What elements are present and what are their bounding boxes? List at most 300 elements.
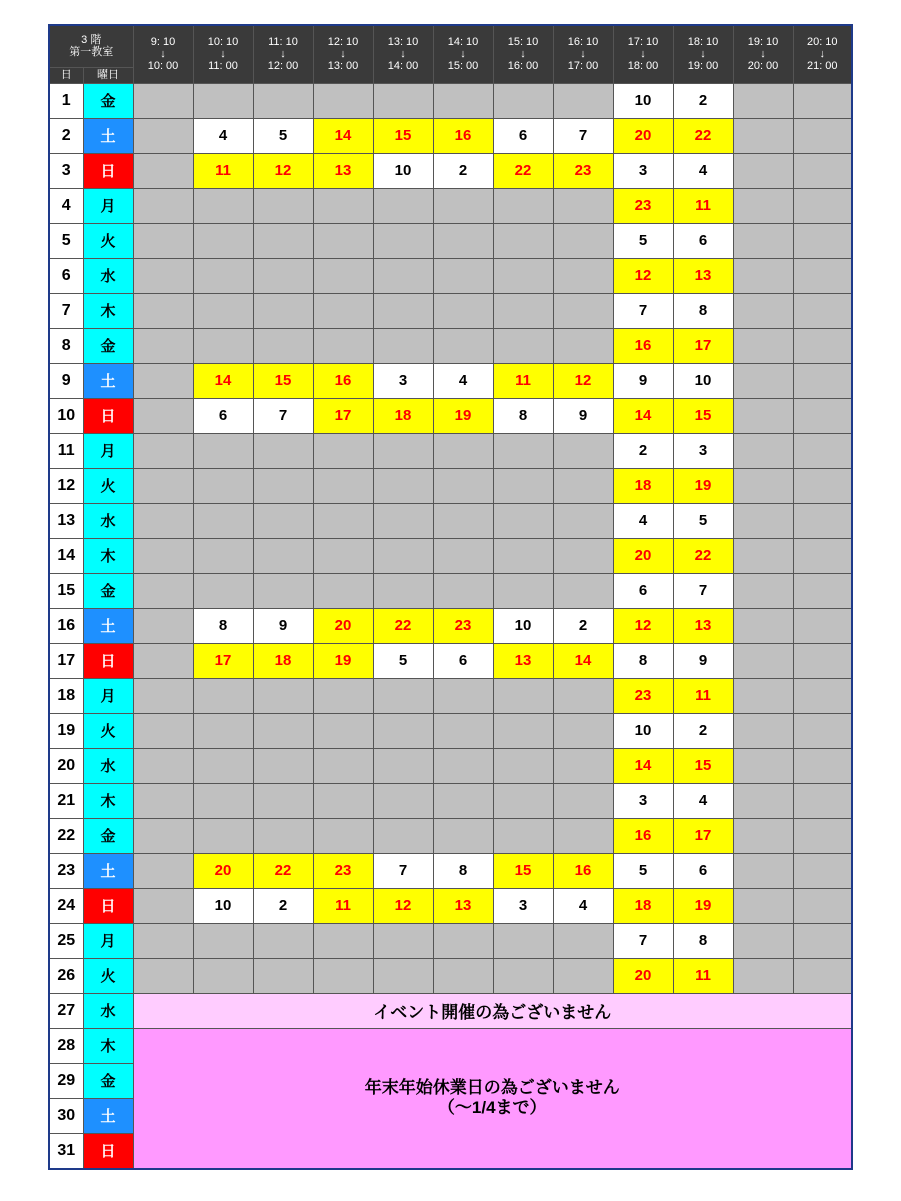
schedule-slot [253,258,313,293]
schedule-slot: 20 [193,853,253,888]
day-cell: 6 [49,258,83,293]
table-row [49,468,852,503]
schedule-body [49,83,852,1169]
schedule-slot [793,363,852,398]
schedule-slot: 16 [313,363,373,398]
table-row [49,1028,852,1063]
schedule-slot [733,83,793,118]
room-label: 第一教室 [69,46,114,59]
weekday-cell: 日 [83,643,133,678]
schedule-slot [373,923,433,958]
time-slot-header: 14: 10 ↓ 15: 00 [433,25,493,83]
schedule-slot [733,328,793,363]
schedule-slot [433,573,493,608]
schedule-slot [433,678,493,713]
schedule-slot [793,398,852,433]
schedule-slot: 13 [433,888,493,923]
schedule-slot: 8 [493,398,553,433]
time-slot-header: 17: 10 ↓ 18: 00 [613,25,673,83]
schedule-slot: 6 [673,223,733,258]
time-slot-header: 20: 10 ↓ 21: 00 [793,25,852,83]
schedule-slot: 19 [313,643,373,678]
schedule-slot [553,328,613,363]
schedule-slot [553,713,613,748]
holiday-notice-line1: 年末年始休業日の為ございません [364,1078,620,1097]
schedule-slot: 12 [553,363,613,398]
schedule-slot [493,923,553,958]
day-cell: 18 [49,678,83,713]
schedule-slot: 18 [253,643,313,678]
schedule-slot [733,153,793,188]
schedule-slot [253,573,313,608]
schedule-slot [493,328,553,363]
schedule-slot [433,293,493,328]
schedule-slot [133,678,193,713]
schedule-slot [793,223,852,258]
time-slot-header: 18: 10 ↓ 19: 00 [673,25,733,83]
schedule-slot [553,538,613,573]
schedule-slot [733,188,793,223]
schedule-slot [133,713,193,748]
schedule-slot [253,223,313,258]
schedule-slot: 20 [613,118,673,153]
schedule-slot [553,83,613,118]
schedule-slot [433,328,493,363]
schedule-slot [253,818,313,853]
day-cell: 5 [49,223,83,258]
schedule-slot [253,293,313,328]
schedule-slot: 23 [613,188,673,223]
holiday-notice [133,1028,852,1169]
schedule-slot [553,783,613,818]
header-row-top [49,25,852,67]
schedule-slot: 2 [253,888,313,923]
weekday-cell: 金 [83,1063,133,1098]
schedule-slot: 2 [433,153,493,188]
schedule-slot: 6 [433,643,493,678]
schedule-slot [133,503,193,538]
day-cell: 14 [49,538,83,573]
day-cell: 4 [49,188,83,223]
schedule-slot [253,713,313,748]
schedule-slot [553,958,613,993]
schedule-slot: 15 [673,398,733,433]
schedule-slot: 22 [673,118,733,153]
weekday-cell: 火 [83,223,133,258]
schedule-slot [733,363,793,398]
schedule-slot [493,188,553,223]
schedule-slot [193,468,253,503]
schedule-slot: 8 [193,608,253,643]
schedule-slot [313,713,373,748]
schedule-slot [373,818,433,853]
schedule-slot: 4 [673,783,733,818]
schedule-slot: 13 [673,258,733,293]
time-slot-header: 19: 10 ↓ 20: 00 [733,25,793,83]
schedule-slot: 4 [193,118,253,153]
weekday-cell: 土 [83,1098,133,1133]
schedule-slot [373,223,433,258]
schedule-slot [193,433,253,468]
table-row [49,678,852,713]
schedule-slot [373,958,433,993]
table-row [49,538,852,573]
schedule-slot [493,783,553,818]
schedule-slot [313,503,373,538]
schedule-slot: 17 [193,643,253,678]
schedule-slot [133,83,193,118]
schedule-slot [133,748,193,783]
schedule-slot [733,818,793,853]
schedule-slot [133,853,193,888]
schedule-slot [373,678,433,713]
schedule-slot: 3 [613,153,673,188]
time-slot-header: 9: 10 ↓ 10: 00 [133,25,193,83]
schedule-slot: 2 [553,608,613,643]
weekday-cell: 日 [83,1133,133,1169]
schedule-slot [493,748,553,783]
schedule-slot [133,363,193,398]
schedule-slot [553,433,613,468]
schedule-slot [433,818,493,853]
schedule-slot [493,258,553,293]
weekday-cell: 木 [83,783,133,818]
schedule-slot [193,258,253,293]
table-row [49,643,852,678]
schedule-slot [733,643,793,678]
schedule-slot [793,608,852,643]
weekday-cell: 水 [83,258,133,293]
schedule-slot: 7 [613,923,673,958]
schedule-slot [433,258,493,293]
schedule-slot [193,783,253,818]
time-slot-header: 13: 10 ↓ 14: 00 [373,25,433,83]
schedule-slot: 11 [313,888,373,923]
schedule-slot: 5 [613,853,673,888]
weekday-cell: 月 [83,433,133,468]
table-row [49,83,852,118]
schedule-slot: 7 [253,398,313,433]
schedule-slot: 23 [613,678,673,713]
schedule-slot [373,573,433,608]
day-cell: 11 [49,433,83,468]
schedule-slot [133,118,193,153]
schedule-slot [553,678,613,713]
schedule-slot: 7 [373,853,433,888]
holiday-notice-line2: （～1/4まで） [437,1098,547,1117]
schedule-slot [793,188,852,223]
schedule-slot [313,433,373,468]
schedule-slot: 13 [493,643,553,678]
weekday-cell: 水 [83,748,133,783]
schedule-slot: 3 [673,433,733,468]
schedule-slot [733,713,793,748]
schedule-slot [493,468,553,503]
schedule-slot: 16 [553,853,613,888]
schedule-slot: 13 [673,608,733,643]
schedule-slot [553,258,613,293]
schedule-slot [793,433,852,468]
schedule-slot [373,188,433,223]
schedule-slot [793,83,852,118]
table-row [49,433,852,468]
schedule-slot [553,748,613,783]
schedule-slot: 14 [313,118,373,153]
schedule-slot [733,678,793,713]
schedule-slot [193,188,253,223]
schedule-slot: 19 [673,888,733,923]
schedule-slot: 20 [613,958,673,993]
schedule-slot [193,573,253,608]
schedule-slot [793,643,852,678]
schedule-slot [433,188,493,223]
schedule-slot: 7 [613,293,673,328]
schedule-slot [313,678,373,713]
schedule-slot: 17 [313,398,373,433]
schedule-slot [253,748,313,783]
schedule-slot: 14 [193,363,253,398]
table-row [49,188,852,223]
day-cell: 9 [49,363,83,398]
schedule-slot: 10 [373,153,433,188]
schedule-slot [793,818,852,853]
weekday-cell: 火 [83,468,133,503]
schedule-slot [733,888,793,923]
schedule-slot [793,293,852,328]
day-cell: 19 [49,713,83,748]
weekday-cell: 月 [83,923,133,958]
weekday-cell: 土 [83,853,133,888]
schedule-slot: 10 [193,888,253,923]
schedule-slot [433,538,493,573]
schedule-slot [373,783,433,818]
schedule-slot: 10 [673,363,733,398]
schedule-slot [373,713,433,748]
schedule-slot [733,748,793,783]
schedule-slot: 6 [493,118,553,153]
schedule-slot: 18 [613,888,673,923]
schedule-slot: 22 [253,853,313,888]
schedule-slot: 10 [493,608,553,643]
schedule-slot [313,83,373,118]
table-row [49,923,852,958]
schedule-slot [793,678,852,713]
schedule-slot: 12 [373,888,433,923]
schedule-slot [253,468,313,503]
schedule-slot [733,853,793,888]
weekday-cell: 金 [83,83,133,118]
schedule-slot: 12 [613,258,673,293]
weekday-cell: 土 [83,363,133,398]
table-row [49,818,852,853]
schedule-slot: 23 [313,853,373,888]
schedule-slot: 16 [433,118,493,153]
schedule-slot [133,783,193,818]
schedule-slot [793,853,852,888]
schedule-slot [313,573,373,608]
schedule-slot: 16 [613,818,673,853]
schedule-slot [733,258,793,293]
schedule-slot: 6 [613,573,673,608]
day-cell: 31 [49,1133,83,1169]
schedule-slot [193,538,253,573]
schedule-slot [313,538,373,573]
schedule-slot: 15 [493,853,553,888]
schedule-slot [133,958,193,993]
schedule-slot [553,223,613,258]
schedule-slot [313,748,373,783]
schedule-slot [793,573,852,608]
schedule-slot: 17 [673,328,733,363]
day-cell: 16 [49,608,83,643]
schedule-slot [253,538,313,573]
day-cell: 15 [49,573,83,608]
weekday-cell: 金 [83,818,133,853]
schedule-slot [133,923,193,958]
schedule-slot: 8 [673,923,733,958]
schedule-slot [493,538,553,573]
schedule-slot [733,503,793,538]
table-row [49,258,852,293]
schedule-slot [793,118,852,153]
schedule-slot [733,608,793,643]
schedule-slot [313,783,373,818]
schedule-slot [133,818,193,853]
room-header [49,25,133,67]
time-slot-header: 11: 10 ↓ 12: 00 [253,25,313,83]
schedule-slot [253,503,313,538]
day-cell: 7 [49,293,83,328]
schedule-slot [253,958,313,993]
schedule-slot [433,713,493,748]
schedule-slot [373,293,433,328]
schedule-slot [493,223,553,258]
day-cell: 29 [49,1063,83,1098]
schedule-slot [133,888,193,923]
schedule-slot [733,118,793,153]
schedule-slot [793,748,852,783]
schedule-slot [133,258,193,293]
schedule-slot [433,923,493,958]
schedule-slot [133,468,193,503]
schedule-slot: 22 [673,538,733,573]
schedule-slot [793,923,852,958]
schedule-slot [793,538,852,573]
schedule-slot [493,678,553,713]
table-row [49,118,852,153]
schedule-slot [493,433,553,468]
table-row [49,958,852,993]
weekday-cell: 金 [83,328,133,363]
schedule-slot [553,818,613,853]
schedule-slot [373,258,433,293]
schedule-slot: 9 [673,643,733,678]
schedule-slot [253,923,313,958]
day-cell: 8 [49,328,83,363]
schedule-slot [193,223,253,258]
schedule-slot [733,433,793,468]
schedule-slot [793,713,852,748]
table-row [49,748,852,783]
schedule-slot [133,293,193,328]
day-cell: 10 [49,398,83,433]
schedule-slot [193,958,253,993]
schedule-slot [493,293,553,328]
schedule-slot: 6 [193,398,253,433]
schedule-slot [733,538,793,573]
schedule-slot [433,83,493,118]
schedule-slot: 20 [313,608,373,643]
schedule-slot [733,223,793,258]
schedule-slot: 17 [673,818,733,853]
schedule-slot: 7 [673,573,733,608]
day-cell: 2 [49,118,83,153]
schedule-slot: 6 [673,853,733,888]
schedule-slot [793,888,852,923]
schedule-slot: 20 [613,538,673,573]
schedule-slot [193,678,253,713]
table-row [49,573,852,608]
schedule-slot [733,468,793,503]
schedule-slot: 15 [673,748,733,783]
schedule-slot [733,293,793,328]
schedule-slot: 2 [673,83,733,118]
day-cell: 24 [49,888,83,923]
day-cell: 1 [49,83,83,118]
weekday-cell: 日 [83,398,133,433]
day-cell: 26 [49,958,83,993]
weekday-cell: 水 [83,993,133,1028]
day-column-header: 日 [49,67,83,83]
time-slot-header: 10: 10 ↓ 11: 00 [193,25,253,83]
schedule-slot [553,923,613,958]
schedule-slot [493,503,553,538]
schedule-slot: 15 [253,363,313,398]
table-row [49,328,852,363]
schedule-slot [493,958,553,993]
schedule-slot: 10 [613,713,673,748]
weekday-cell: 月 [83,678,133,713]
schedule-slot [253,188,313,223]
table-row [49,608,852,643]
schedule-slot [433,958,493,993]
schedule-slot: 3 [493,888,553,923]
schedule-slot [493,713,553,748]
schedule-slot [553,188,613,223]
schedule-slot: 15 [373,118,433,153]
schedule-slot [373,328,433,363]
schedule-slot: 12 [613,608,673,643]
schedule-slot [373,503,433,538]
schedule-slot [433,223,493,258]
day-cell: 3 [49,153,83,188]
schedule-slot [793,783,852,818]
schedule-slot [133,538,193,573]
table-row [49,888,852,923]
schedule-slot [193,328,253,363]
schedule-slot [373,538,433,573]
schedule-slot: 3 [613,783,673,818]
floor-label: 3 階 [81,34,102,47]
schedule-slot: 14 [613,748,673,783]
weekday-cell: 水 [83,503,133,538]
schedule-slot [373,433,433,468]
schedule-slot [313,468,373,503]
schedule-slot [793,258,852,293]
day-cell: 22 [49,818,83,853]
schedule-slot: 11 [673,958,733,993]
weekday-column-header: 曜日 [83,67,133,83]
